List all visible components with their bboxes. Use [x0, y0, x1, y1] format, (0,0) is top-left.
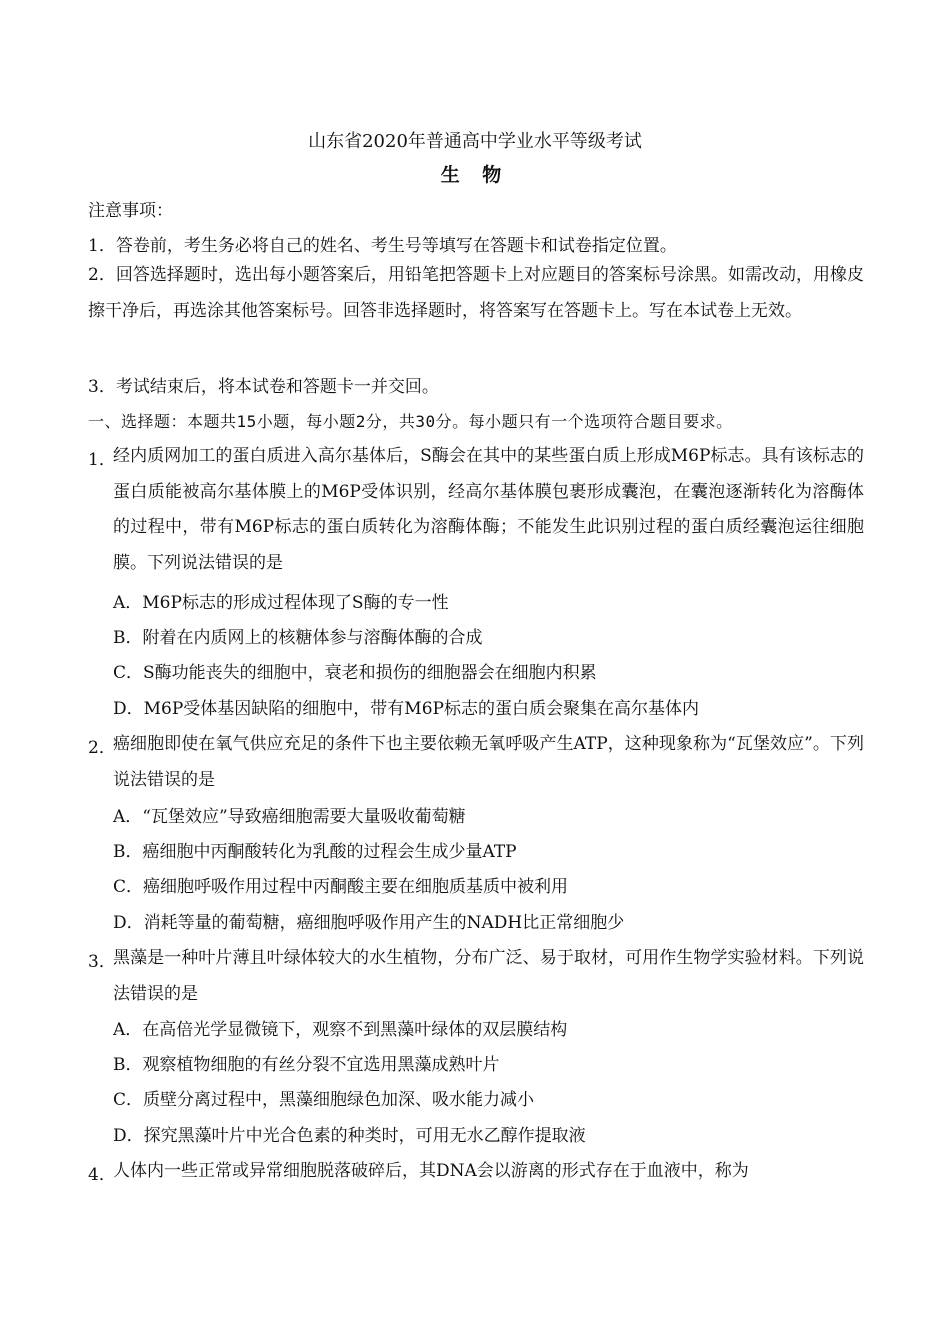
question-3-stem: 黑藻是一种叶片薄且叶绿体较大的水生植物，分布广泛、易于取材，可用作生物学实验材料。下列说法错误的是	[113, 948, 864, 1004]
question-2-option-a: A．“瓦堡效应”导致癌细胞需要大量吸收葡萄糖	[113, 807, 466, 827]
notice-item-2: 2．回答选择题时，选出每小题答案后，用铅笔把答题卡上对应题目的答案标号涂黑。如需改动，用橡皮擦干净后，再选涂其他答案标号。回答非选择题时，将答案写在答题卡上。写在本试卷上无效。	[88, 265, 864, 321]
question-4-number: 4．	[88, 1165, 116, 1185]
subject-title: 生 物	[440, 164, 510, 186]
question-1-option-a: A．M6P标志的形成过程体现了S酶的专一性	[113, 593, 449, 613]
question-1-option-b: B．附着在内质网上的核糖体参与溶酶体酶的合成	[113, 628, 483, 648]
question-3-option-b: B．观察植物细胞的有丝分裂不宜选用黑藻成熟叶片	[113, 1055, 500, 1075]
question-1-number: 1．	[88, 450, 116, 470]
notice-item-1: 1．答卷前，考生务必将自己的姓名、考生号等填写在答题卡和试卷指定位置。	[88, 236, 677, 256]
question-2-option-b: B．癌细胞中丙酮酸转化为乳酸的过程会生成少量ATP	[113, 842, 517, 862]
question-3-option-a: A．在高倍光学显微镜下，观察不到黑藻叶绿体的双层膜结构	[113, 1020, 568, 1040]
exam-title: 山东省2020年普通高中学业水平等级考试	[308, 131, 642, 152]
question-2-option-c: C．癌细胞呼吸作用过程中丙酮酸主要在细胞质基质中被利用	[113, 877, 569, 897]
notice-heading: 注意事项：	[88, 201, 173, 221]
question-3-number: 3．	[88, 952, 116, 972]
question-3-option-d: D．探究黑藻叶片中光合色素的种类时，可用无水乙醇作提取液	[113, 1126, 586, 1146]
question-1-stem: 经内质网加工的蛋白质进入高尔基体后，S酶会在其中的某些蛋白质上形成M6P标志。具有该标志的蛋白质能被高尔基体膜上的M6P受体识别，经高尔基体膜包裹形成囊泡，在囊泡逐渐转化为溶酶体的过程中，带有M6P标志的蛋白质转化为溶酶体酶；不能发生此识别过程的蛋白质经囊泡运往细胞膜。下列说法错误的是	[113, 446, 864, 573]
question-2-stem: 癌细胞即使在氧气供应充足的条件下也主要依赖无氧呼吸产生ATP，这种现象称为“瓦堡效应”。下列说法错误的是	[113, 734, 864, 790]
section-heading: 一、选择题：本题共15小题，每小题2分，共30分。每小题只有一个选项符合题目要求。	[88, 412, 733, 431]
question-4-stem: 人体内一些正常或异常细胞脱落破碎后，其DNA会以游离的形式存在于血液中，称为	[113, 1161, 749, 1181]
notice-item-3: 3．考试结束后，将本试卷和答题卡一并交回。	[88, 377, 439, 397]
question-2-option-d: D．消耗等量的葡萄糖，癌细胞呼吸作用产生的NADH比正常细胞少	[113, 913, 625, 933]
question-1-option-c: C．S酶功能丧失的细胞中，衰老和损伤的细胞器会在细胞内积累	[113, 663, 597, 683]
question-3-option-c: C．质壁分离过程中，黑藻细胞绿色加深、吸水能力减小	[113, 1090, 535, 1110]
question-1-option-d: D．M6P受体基因缺陷的细胞中，带有M6P标志的蛋白质会聚集在高尔基体内	[113, 699, 699, 719]
question-2-number: 2．	[88, 738, 116, 758]
